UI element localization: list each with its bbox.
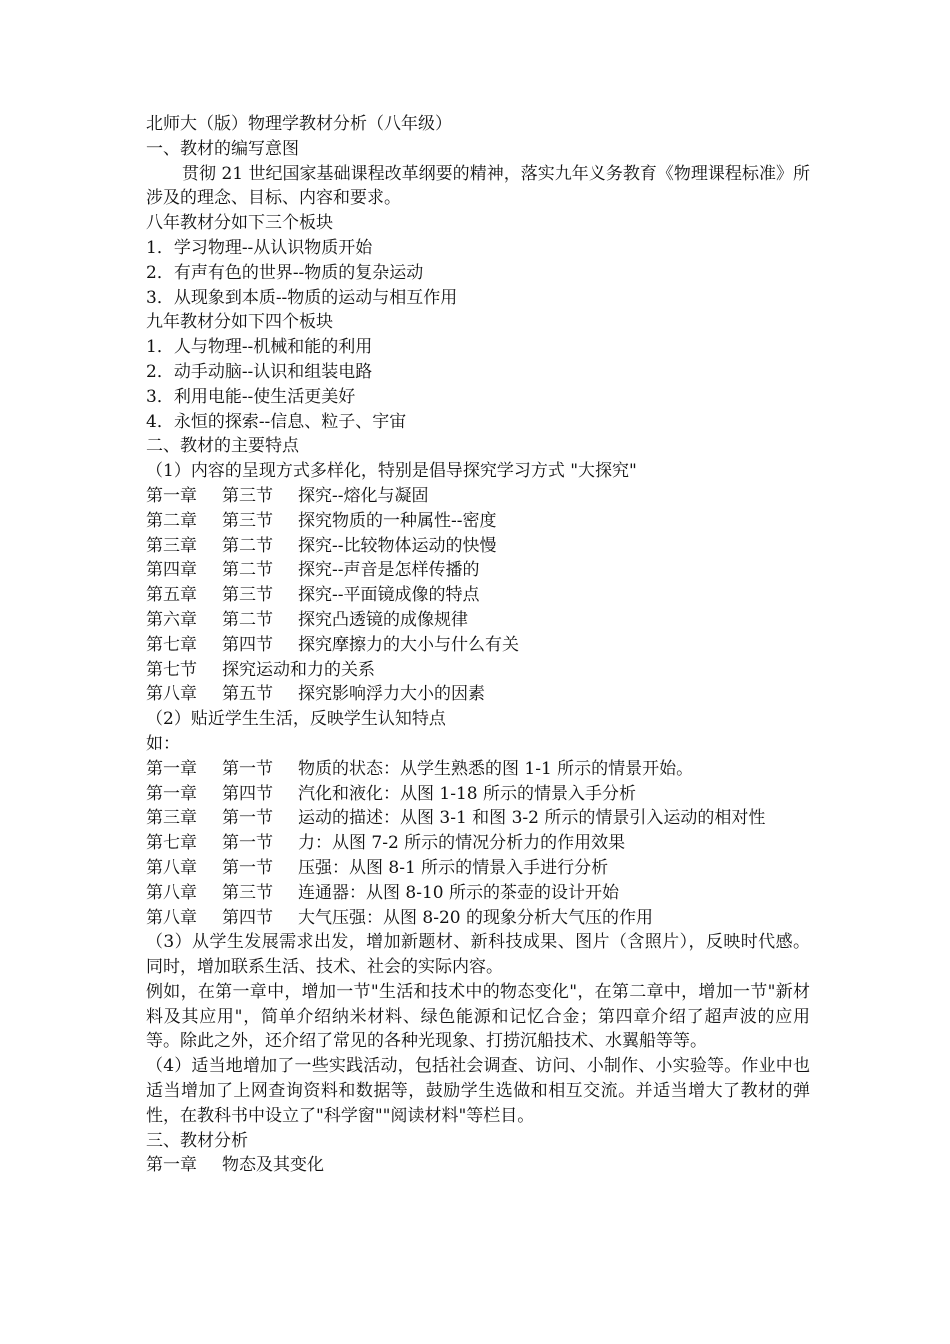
- inquiry-row: [146, 534, 810, 559]
- chapter-cell: 第一章: [146, 485, 197, 506]
- chapter-cell: 第五章: [146, 585, 197, 606]
- chapter-cell: 第八章: [146, 907, 197, 928]
- section-cell: 第四节: [222, 783, 273, 804]
- inquiry-row: [146, 658, 810, 683]
- chapter-cell: 第七章: [146, 833, 197, 854]
- chapter-cell: 第一章: [146, 1155, 197, 1176]
- life-row: [146, 806, 810, 831]
- feature-point-1: （1）内容的呈现方式多样化，特别是倡导探究学习方式 "大探究": [146, 461, 637, 482]
- inquiry-row: [146, 633, 810, 658]
- section-cell: 第五节: [222, 684, 273, 705]
- grade8-item: 3．从现象到本质--物质的运动与相互作用: [146, 287, 458, 308]
- feature-point-4: （4）适当地增加了一些实践活动，包括社会调查、访问、小制作、小实验等。作业中也适当增加了上网查询资料和数据等，鼓励学生选做和相互交流。并适当增大了教材的弹性，在教科书中设立了"科学窗""阅读材料"等栏目。: [146, 1056, 810, 1126]
- life-row: [146, 831, 810, 856]
- inquiry-row: [146, 682, 810, 707]
- topic-cell: 探究--声音是怎样传播的: [298, 560, 480, 581]
- topic-cell: 探究运动和力的关系: [222, 659, 375, 680]
- feature-point-2: （2）贴近学生生活，反映学生认知特点: [146, 709, 446, 730]
- inquiry-row: [146, 484, 810, 509]
- topic-cell: 汽化和液化：从图 1-18 所示的情景入手分析: [298, 783, 636, 804]
- section-cell: 第三节: [222, 510, 273, 531]
- chapter-cell: 第三章: [146, 808, 197, 829]
- chapter-cell: 第七节: [146, 659, 197, 680]
- section-cell: 第一节: [222, 758, 273, 779]
- topic-cell: 力：从图 7-2 所示的情况分析力的作用效果: [298, 833, 626, 854]
- chapter-cell: 第四章: [146, 560, 197, 581]
- chapter-cell: 第八章: [146, 684, 197, 705]
- inquiry-row: [146, 558, 810, 583]
- topic-cell: 物质的状态：从学生熟悉的图 1-1 所示的情景开始。: [298, 758, 694, 779]
- life-row: [146, 906, 810, 931]
- feature-point-3: （3）从学生发展需求出发，增加新题材、新科技成果、图片（含照片），反映时代感。同时，增加联系生活、技术、社会的实际内容。: [146, 932, 810, 978]
- chapter-cell: 第七章: [146, 634, 197, 655]
- section-cell: 第二节: [222, 609, 273, 630]
- chapter-cell: 第六章: [146, 609, 197, 630]
- life-row: [146, 757, 810, 782]
- topic-cell: 探究--比较物体运动的快慢: [298, 535, 497, 556]
- chapter-cell: 第一章: [146, 783, 197, 804]
- section-heading-features: 二、教材的主要特点: [146, 436, 299, 457]
- grade8-label: 八年教材分如下三个板块: [146, 213, 333, 234]
- section-cell: 第三节: [222, 485, 273, 506]
- section-cell: 第一节: [222, 857, 273, 878]
- topic-cell: 探究--平面镜成像的特点: [298, 585, 480, 606]
- topic-cell: 探究凸透镜的成像规律: [298, 609, 468, 630]
- section-cell: 第一节: [222, 808, 273, 829]
- grade9-item: 4．永恒的探索--信息、粒子、宇宙: [146, 411, 407, 432]
- grade9-item: 1．人与物理--机械和能的利用: [146, 337, 373, 358]
- chapter-cell: 第八章: [146, 857, 197, 878]
- life-row: [146, 856, 810, 881]
- section-cell: 第三节: [222, 882, 273, 903]
- inquiry-row: [146, 509, 810, 534]
- grade8-item: 1．学习物理--从认识物质开始: [146, 237, 373, 258]
- topic-cell: 运动的描述：从图 3-1 和图 3-2 所示的情景引入运动的相对性: [298, 808, 766, 829]
- section-cell: 第三节: [222, 585, 273, 606]
- topic-cell: 探究影响浮力大小的因素: [298, 684, 485, 705]
- inquiry-row: [146, 608, 810, 633]
- section-heading-intent: 一、教材的编写意图: [146, 138, 299, 159]
- intent-paragraph: 贯彻 21 世纪国家基础课程改革纲要的精神，落实九年义务教育《物理课程标准》所涉及的理念、目标、内容和要求。: [146, 163, 810, 209]
- chapter-cell: 第一章: [146, 758, 197, 779]
- chapter-cell: 第二章: [146, 510, 197, 531]
- grade9-item: 3．利用电能--使生活更美好: [146, 386, 356, 407]
- feature-point-2-example: 如：: [146, 733, 180, 754]
- section-cell: 第四节: [222, 907, 273, 928]
- section-cell: 第二节: [222, 560, 273, 581]
- grade9-item: 2．动手动脑--认识和组装电路: [146, 361, 373, 382]
- analysis-chapter-row: [146, 1153, 810, 1178]
- topic-cell: 探究摩擦力的大小与什么有关: [298, 634, 519, 655]
- document-page: [146, 112, 810, 1178]
- topic-cell: 探究物质的一种属性--密度: [298, 510, 497, 531]
- section-heading-analysis: 三、教材分析: [146, 1130, 248, 1151]
- grade8-item: 2．有声有色的世界--物质的复杂运动: [146, 262, 424, 283]
- chapter-title: 物态及其变化: [222, 1155, 324, 1176]
- grade9-label: 九年教材分如下四个板块: [146, 312, 333, 333]
- topic-cell: 探究--熔化与凝固: [298, 485, 429, 506]
- chapter-cell: 第三章: [146, 535, 197, 556]
- topic-cell: 压强：从图 8-1 所示的情景入手进行分析: [298, 857, 609, 878]
- life-row: [146, 782, 810, 807]
- inquiry-row: [146, 583, 810, 608]
- topic-cell: 大气压强：从图 8-20 的现象分析大气压的作用: [298, 907, 653, 928]
- section-cell: 第二节: [222, 535, 273, 556]
- feature-point-3-example: 例如，在第一章中，增加一节"生活和技术中的物态变化"，在第二章中，增加一节"新材料及其应用"，简单介绍纳米材料、绿色能源和记忆合金；第四章介绍了超声波的应用等。除此之外，还介绍了常见的各种光现象、打捞沉船技术、水翼船等等。: [146, 981, 810, 1052]
- document-title: 北师大（版）物理学教材分析（八年级）: [146, 114, 452, 134]
- life-row: [146, 881, 810, 906]
- section-cell: 第一节: [222, 833, 273, 854]
- topic-cell: 连通器：从图 8-10 所示的茶壶的设计开始: [298, 882, 619, 903]
- chapter-cell: 第八章: [146, 882, 197, 903]
- section-cell: 第四节: [222, 634, 273, 655]
